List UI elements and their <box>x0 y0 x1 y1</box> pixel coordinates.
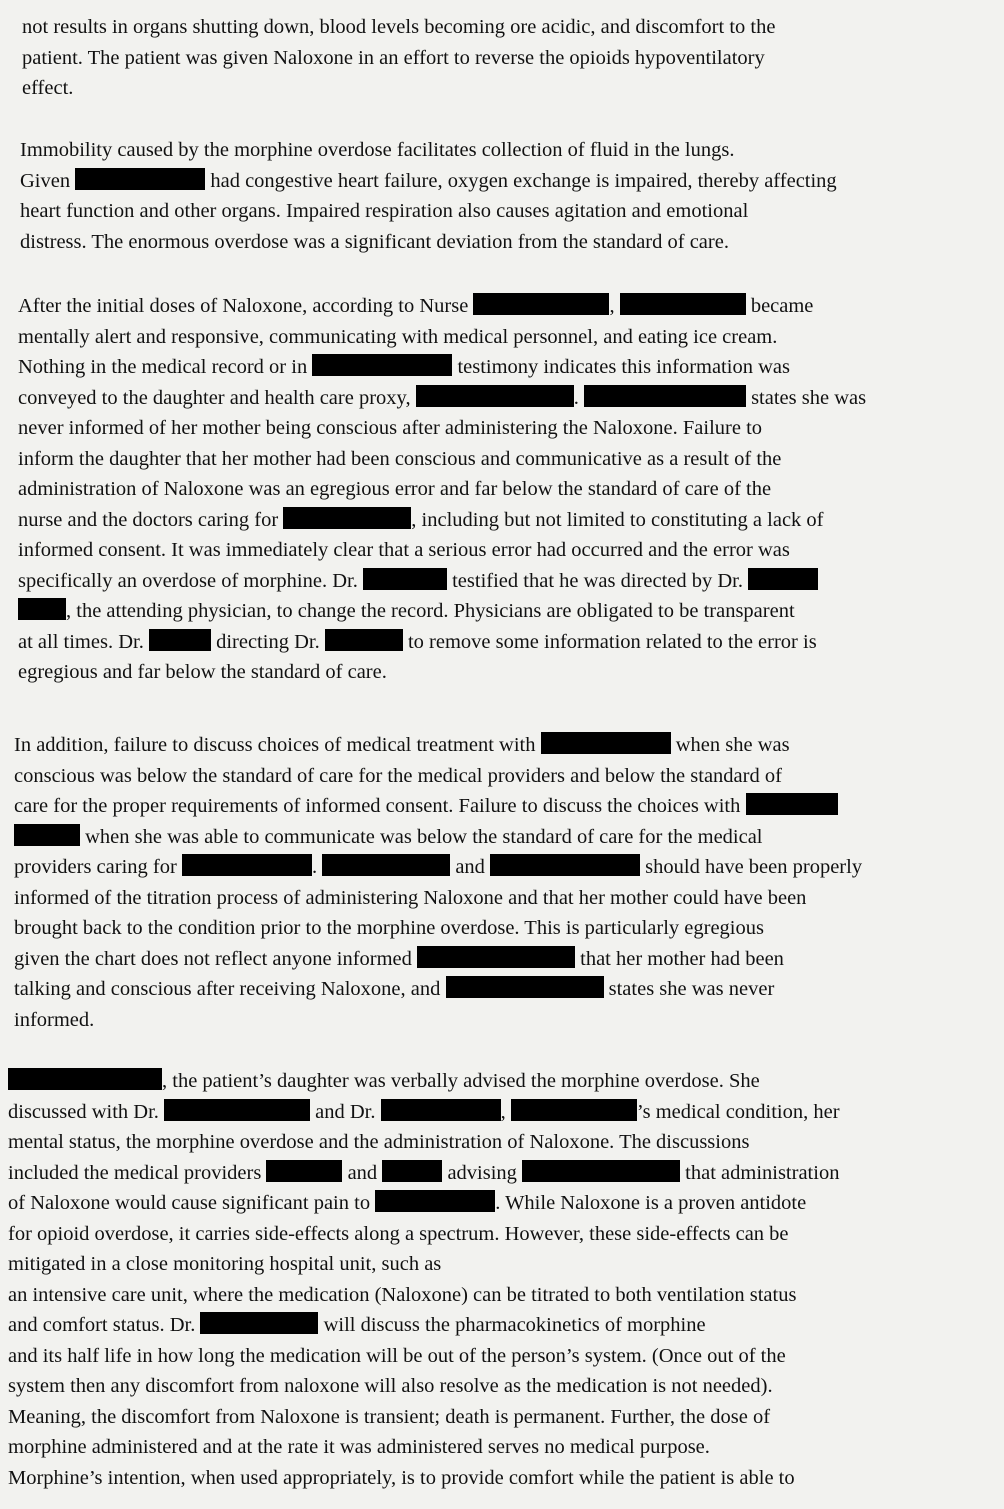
text-line: system then any discomfort from naloxone will also resolve as the medication is not needed). <box>8 1375 773 1397</box>
redaction-box <box>522 1160 680 1182</box>
text-line <box>18 566 980 597</box>
text-segment: testimony indicates this information was <box>452 356 790 378</box>
text-line: informed of the titration process of administering Naloxone and that her mother could have been <box>14 886 807 909</box>
text-segment: discussed with Dr. <box>8 1100 165 1123</box>
text-line <box>8 1158 980 1189</box>
text-line: and its half life in how long the medication will be out of the person’s system. (Once out of the <box>8 1344 786 1367</box>
text-segment: will discuss the pharmacokinetics of morphine <box>318 1314 706 1336</box>
paragraph <box>8 1066 980 1493</box>
text-line: patient. The patient was given Naloxone in an effort to reverse the opioids hypoventilatory <box>22 46 765 69</box>
redaction-box <box>446 976 604 998</box>
text-line: mitigated in a close monitoring hospital unit, such as <box>8 1253 442 1275</box>
text-line <box>14 852 980 883</box>
text-segment: , <box>609 295 620 317</box>
text-line: Immobility caused by the morphine overdose facilitates collection of fluid in the lungs. <box>20 139 735 161</box>
text-segment: when she was <box>670 734 790 756</box>
text-segment: of Naloxone would cause significant pain to <box>8 1192 376 1214</box>
text-segment: Nothing in the medical record or in <box>18 356 313 378</box>
text-line: egregious and far below the standard of care. <box>18 661 387 683</box>
text-line <box>18 291 980 322</box>
text-line <box>14 791 980 822</box>
text-line: for opioid overdose, it carries side-effects along a spectrum. However, these side-effects can be <box>8 1222 789 1245</box>
text-segment: should have been properly <box>640 856 863 878</box>
text-segment: and <box>342 1161 383 1184</box>
text-segment: had congestive heart failure, oxygen exchange is impaired, thereby affecting <box>205 169 837 192</box>
text-segment: states she was never <box>603 978 775 1000</box>
text-segment: given the chart does not reflect anyone informed <box>14 947 418 970</box>
text-segment: specifically an overdose of morphine. Dr. <box>18 569 363 592</box>
text-segment: . While Naloxone is a proven antidote <box>495 1192 807 1214</box>
text-line: an intensive care unit, where the medication (Naloxone) can be titrated to both ventilation status <box>8 1283 797 1306</box>
redaction-box <box>75 168 205 190</box>
text-segment: at all times. Dr. <box>18 630 149 653</box>
text-line: effect. <box>22 77 74 99</box>
text-segment: In addition, failure to discuss choices of medical treatment with <box>14 734 541 756</box>
text-line <box>18 596 980 627</box>
text-line <box>14 944 980 975</box>
text-segment: conveyed to the daughter and health care proxy, <box>18 386 416 409</box>
text-line: Morphine’s intention, when used appropriately, is to provide comfort while the patient is able to <box>8 1466 795 1489</box>
text-segment: providers caring for <box>14 856 182 878</box>
redaction-box <box>8 1068 162 1090</box>
text-segment: and <box>450 856 491 878</box>
redaction-box <box>182 854 312 876</box>
text-line <box>18 352 980 383</box>
redaction-box <box>266 1160 342 1182</box>
redaction-box <box>200 1312 318 1334</box>
redaction-box <box>746 793 838 815</box>
text-segment: . <box>311 856 323 878</box>
text-segment: to remove some information related to the error is <box>402 630 817 653</box>
redaction-box <box>14 824 80 846</box>
redaction-box <box>325 629 403 651</box>
redaction-box <box>312 354 452 376</box>
text-segment: and Dr. <box>310 1100 381 1123</box>
text-line <box>18 383 980 414</box>
text-line <box>8 1310 980 1341</box>
text-line: brought back to the condition prior to the morphine overdose. This is particularly egregious <box>14 917 764 939</box>
text-line: informed consent. It was immediately clear that a serious error had occurred and the error was <box>18 539 790 561</box>
text-line <box>8 1188 980 1219</box>
text-line: not results in organs shutting down, blood levels becoming ore acidic, and discomfort to the <box>22 16 776 38</box>
text-line: mentally alert and responsive, communicating with medical personnel, and eating ice cream. <box>18 325 778 348</box>
text-line <box>14 730 980 761</box>
text-line: Meaning, the discomfort from Naloxone is transient; death is permanent. Further, the dose of <box>8 1405 771 1428</box>
text-segment: that her mother had been <box>575 947 784 970</box>
text-line <box>14 822 980 853</box>
text-line: inform the daughter that her mother had been conscious and communicative as a result of the <box>18 447 782 470</box>
text-line <box>18 627 980 658</box>
redaction-box <box>748 568 818 590</box>
paragraph <box>14 730 980 1035</box>
redaction-box <box>363 568 447 590</box>
redaction-box <box>416 385 574 407</box>
text-line: informed. <box>14 1008 95 1031</box>
text-line <box>14 974 980 1005</box>
text-segment: , the attending physician, to change the record. Physicians are obligated to be transparent <box>66 600 795 622</box>
text-segment: . <box>573 386 584 409</box>
redaction-box <box>381 1099 501 1121</box>
redaction-box <box>584 385 746 407</box>
text-segment: Given <box>20 169 76 192</box>
redaction-box <box>541 732 671 754</box>
redaction-box <box>322 854 450 876</box>
text-segment: directing Dr. <box>210 630 325 653</box>
paragraph <box>20 135 980 257</box>
redaction-box <box>382 1160 442 1182</box>
redaction-box <box>473 293 609 315</box>
text-segment: states she was <box>745 386 867 409</box>
text-segment: became <box>745 295 814 317</box>
text-line: never informed of her mother being conscious after administering the Naloxone. Failure to <box>18 417 763 439</box>
text-segment: After the initial doses of Naloxone, according to Nurse <box>18 295 474 317</box>
redaction-box <box>620 293 746 315</box>
redaction-box <box>149 629 211 651</box>
text-segment: nurse and the doctors caring for <box>18 508 284 531</box>
text-line: distress. The enormous overdose was a significant deviation from the standard of care. <box>20 230 729 253</box>
redaction-box <box>164 1099 310 1121</box>
text-segment: testified that he was directed by Dr. <box>446 569 749 592</box>
text-segment: and comfort status. Dr. <box>8 1314 201 1336</box>
text-segment: included the medical providers <box>8 1161 267 1184</box>
text-line <box>8 1066 980 1097</box>
text-line: conscious was below the standard of care for the medical providers and below the standard of <box>14 764 782 787</box>
text-segment: when she was able to communicate was below the standard of care for the medical <box>80 825 763 848</box>
text-segment: that administration <box>680 1161 840 1184</box>
redaction-box <box>375 1190 495 1212</box>
text-segment: ’s medical condition, her <box>636 1100 840 1123</box>
redaction-box <box>490 854 640 876</box>
text-segment: , <box>500 1100 511 1123</box>
text-line: morphine administered and at the rate it was administered serves no medical purpose. <box>8 1436 710 1458</box>
text-segment: care for the proper requirements of informed consent. Failure to discuss the choices with <box>14 795 746 817</box>
text-segment: , the patient’s daughter was verbally advised the morphine overdose. She <box>162 1070 760 1092</box>
text-line <box>18 505 980 536</box>
text-line: heart function and other organs. Impaired respiration also causes agitation and emotional <box>20 200 749 222</box>
text-line: administration of Naloxone was an egregious error and far below the standard of care of the <box>18 478 772 500</box>
redaction-box <box>511 1099 637 1121</box>
text-line: mental status, the morphine overdose and the administration of Naloxone. The discussions <box>8 1131 750 1153</box>
text-line <box>20 166 980 197</box>
redaction-box <box>283 507 411 529</box>
redaction-box <box>417 946 575 968</box>
text-segment: talking and conscious after receiving Naloxone, and <box>14 978 446 1000</box>
text-segment: , including but not limited to constituting a lack of <box>411 508 824 531</box>
text-line <box>8 1097 980 1128</box>
redaction-box <box>18 598 66 620</box>
paragraph <box>22 12 982 104</box>
text-segment: advising <box>442 1161 523 1184</box>
paragraph <box>18 291 980 688</box>
